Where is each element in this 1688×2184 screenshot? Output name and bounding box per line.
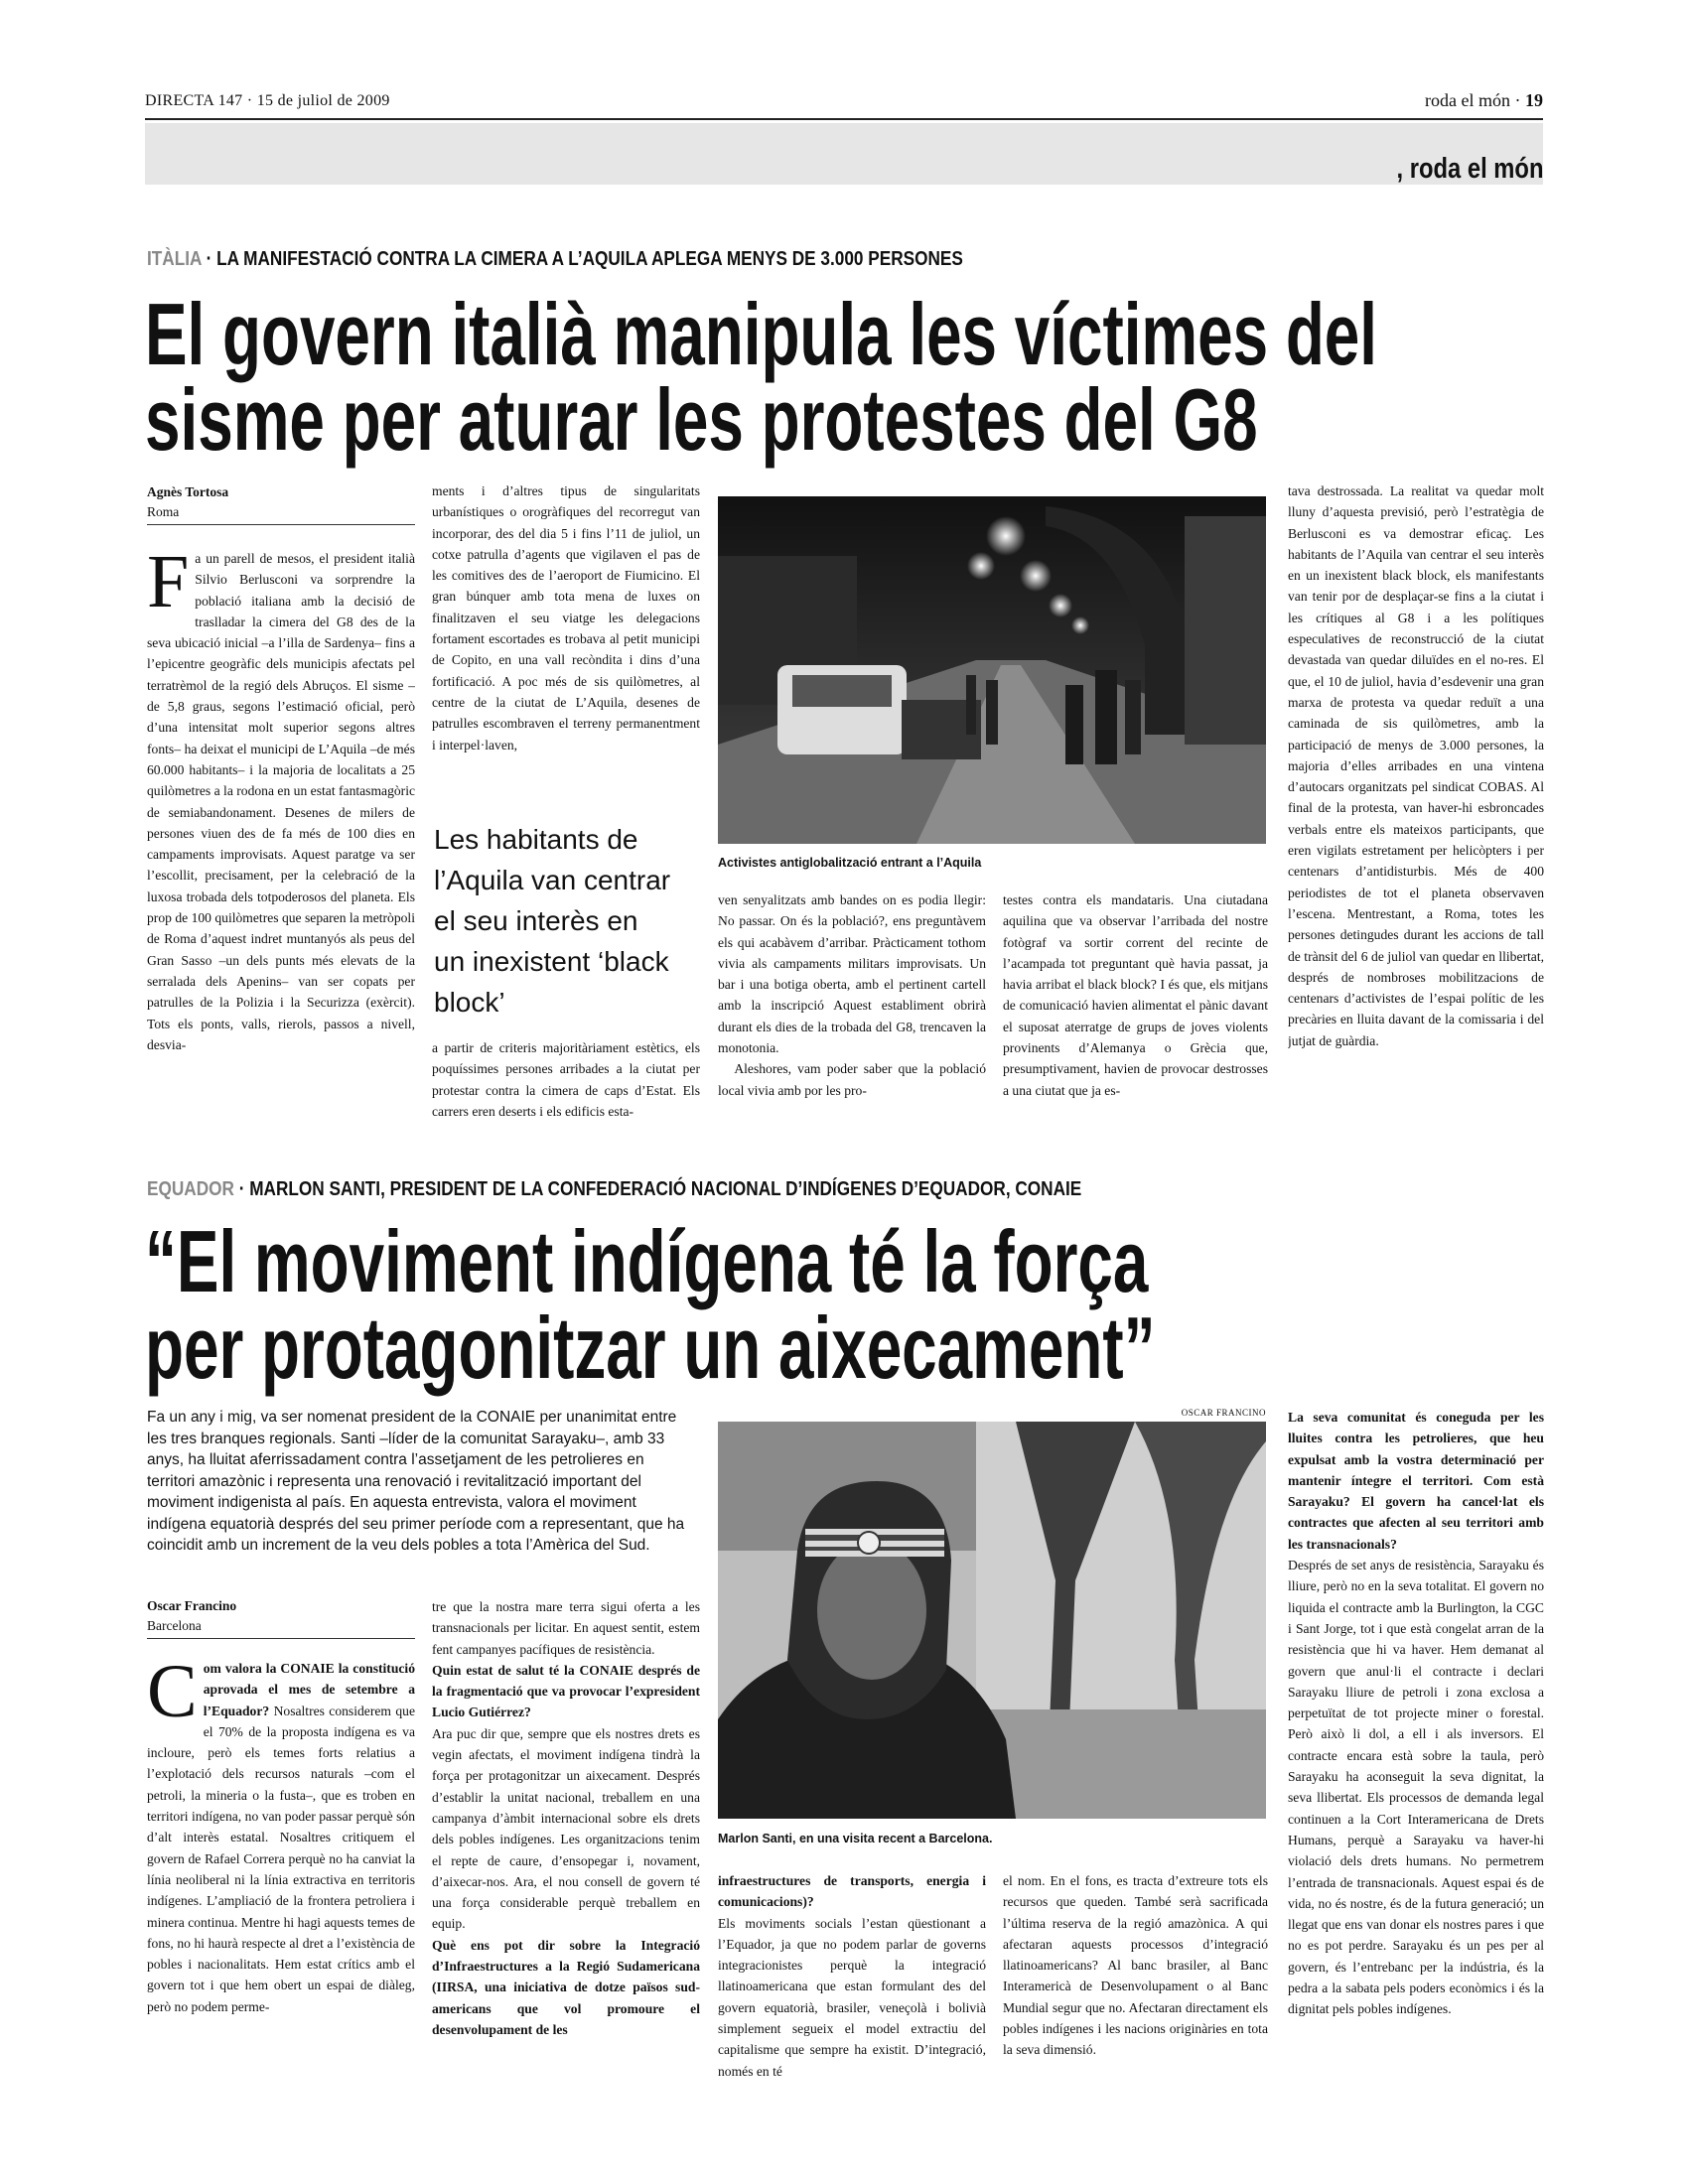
kicker-separator: · <box>201 248 217 270</box>
article2-column-3 <box>718 1870 986 2095</box>
question: Quin estat de salut té la CONAIE després de la fragmentació que va provocar l’expresident Lucio Gutiérrez? <box>432 1662 700 1720</box>
article2-column-2 <box>432 1596 700 2095</box>
page-number: 19 <box>1525 90 1543 110</box>
column-text: ments i d’altres tipus de singularitats urbanístiques o orogràfiques del recorregut van incorporar, des del dia 5 i fins l’11 de juliol, un cotxe patrulla d’agents que vigilaven el pas de les comitives des de l’aeroport de Fiumicino. El gran búnquer amb tota mena de luxes on finalitzaven el seu viatge les delegacions fortament escortades es trobava al petit municipi de Copito, en una vall recòndita i dins d’una fortificació. A poc més de sis quilòmetres, al centre de la ciutat de L’Aquila, desenes de patrulles escombraven el terreny permanentment i interpel·laven, <box>432 483 700 752</box>
question: Què ens pot dir sobre la Integració d’Infraestructures a la Regió Sudamericana (IIRSA, una iniciativa de dotze països sud-americans que vol promoure el desenvolupament de les <box>432 1937 700 2037</box>
question: om valora la CONAIE la constitució aprovada el mes de setembre a l’Equador? <box>203 1661 415 1718</box>
column-text: a un parell de mesos, el president italià Silvio Berlusconi va sorprendre la població italiana amb la decisió de traslladar la cimera del G8 des de la seva ubicació inicial –a l’illa de Sardenya– fins a l’epicentre geogràfic dels municipis afectats pel terratrèmol de la regió dels Abruços. El sisme –de 5,8 graus, segons l’estimació oficial, però d’una intensitat molt superior segons altres fonts– ha deixat el municipi de L’Aquila –de més 60.000 habitants– i la majoria de localitats a 25 quilòmetres a la rodona en un estat fantasmagòric de semiabandonament. Desenes de milers de persones viuen des de fa més de 100 dies en campaments improvisats. Aquest paratge va ser l’escollit, precisament, per la celebració de la luxosa trobada dels totpoderosos del planeta. Els prop de 100 quilòmetres que separen la metròpoli de Roma d’aquest indret muntanyós als peus del Gran Sasso –un dels punts més elevats de la serralada dels Apenins– van ser copats per patrulles de la Polizia i la Securizza (exèrcit). Tots els ponts, valls, rierols, passos a nivell, desvia- <box>147 551 415 1052</box>
author-name: Oscar Francino <box>147 1598 237 1613</box>
photo-caption: Marlon Santi, en una visita recent a Barcelona. <box>718 1832 993 1845</box>
portrait-image <box>718 1422 1266 1819</box>
article1-column-3 <box>718 889 986 1148</box>
paragraph: Després de set anys de resistència, Sarayaku és lliure, però no en la seva totalitat. El govern no liquida el contracte amb la Burlington, la CGC i Sant Jorge, tot i que està congelat arran de la resistència que hi va haver. Hem demanat al govern que anul·li el contracte i declari Sarayaku lliure de petroli i zona exclosa a perpetuïtat de tot projecte miner o forestal. Però això li dol, a ell i als inversors. El contracte encara està sobre la taula, però Sarayaku ha aconseguit la seva dignitat, la seva llibertat. Els processos de demanda legal continuen a la Cort Interamericana de Drets Humans, perquè a Sarayaku va haver-hi violació dels drets humans. No permetrem l’entrada de transnacionals. Aquest espai és de vida, no és nostre, és de la futura generació; un llegat que ens van donar els nostres pares i que no es pot perdre. Sarayaku és un pes per al govern, és l’entrebanc per la indústria, és la pedra a la sabata pels poders econòmics i és la dignitat pels pobles indígenes. <box>1288 1558 1544 2017</box>
author-name: Agnès Tortosa <box>147 484 229 499</box>
article1-column-1 <box>147 548 415 1144</box>
question: La seva comunitat és coneguda per les lluites contra les petrolieres, que heu expulsat amb la vostra determinació per mantenir íntegre el territori. Com està Sarayaku? El govern ha cancel·lat els contractes que afecten al seu territori amb les transnacionals? <box>1288 1410 1544 1552</box>
article2-byline <box>147 1596 415 1636</box>
dropcap: F <box>147 548 190 623</box>
paragraph: ven senyalitzats amb bandes on es podia llegir: No passar. On és la població?, ens preguntàvem els qui acabàvem d’arribar. Pràcticament tothom vivia als campaments militars improvisats. Un bar i una botiga oberta, amb el pertinent cartell amb la inscripció Aquest establiment obrirà durant els dies de la trobada del G8, trencaven la monotonia. <box>718 892 986 1056</box>
section-band <box>145 123 1543 185</box>
kicker-separator: · <box>233 1178 250 1200</box>
pull-quote: Les habitants de l’Aquila van centrar el seu interès en un inexistent ‘black block’ <box>434 824 671 1018</box>
article1-headline-line2: sisme per aturar les protestes del G8 <box>145 370 1258 469</box>
article1-column-4 <box>1003 889 1268 1148</box>
column-text: Nosaltres considerem que el 70% de la proposta indígena es va incloure, però els temes forts relatius a l’explotació dels recursos naturals –com el petroli, la mineria o la fusta–, que es troben en territori indígena, no van poder passar perquè són d’alt interès estatal. Nosaltres critiquem el govern de Rafael Correra perquè no ha canviat la línia neoliberal ni la línia extractiva en territoris indígenes. L’ampliació de la frontera petroliera i minera continua. Mentre hi hagi aquests temes de fons, no hi haurà respecte al dret a l’existència de pobles i nacionalitats. Hem estat crítics amb el govern tot i que hem obert un espai de diàleg, però no podem perme- <box>147 1703 415 2014</box>
byline-rule <box>147 524 415 525</box>
paragraph: tre que la nostra mare terra sigui oferta a les transnacionals per licitar. En aquest sentit, estem fent campanyes pacífiques de resistència. <box>432 1599 700 1657</box>
article2-headline-line1: “El moviment indígena té la força <box>145 1212 1149 1310</box>
photo-caption: Activistes antiglobalització entrant a l’Aquila <box>718 856 982 870</box>
dropcap: C <box>147 1658 198 1733</box>
column-text: tava destrossada. La realitat va quedar molt lluny d’aquesta previsió, però l’estratègia de Berlusconi es va demostrar eficaç. Les habitants de l’Aquila van centrar el seu interès en un inexistent black block, els manifestants van tenir por de desplaçar-se fins a la ciutat i les crítiques al G8 i a les polítiques especulatives de reconstrucció de la ciutat devastada van quedar diluïdes en el no-res. El que, el 10 de juliol, havia d’esdevenir una gran marxa de protesta va quedar reduït a una caminada de sis quilòmetres, amb la participació de menys de 3.000 persones, la majoria d’elles arribades en una vintena d’autocars organitzats pel sindicat COBAS. Al final de la protesta, van haver-hi esbroncades verbals entre els mateixos participants, que eren vigilats estretament per helicòpters i per centenars d’antidisturbis. Més de 400 periodistes de tot el planeta observaven l’escena. Mentrestant, a Roma, totes les persones detingudes durant les accions de tall de trànsit del 6 de juliol van quedar en llibertat, després de nombroses mobilitzacions de centenars d’activistes de l’espai polític de les precàries en lluita davant de la comissaria i del jutjat de guàrdia. <box>1288 483 1544 1048</box>
kicker-place: EQUADOR <box>147 1178 234 1200</box>
article1-kicker <box>147 248 963 271</box>
header-rule <box>145 118 1543 120</box>
paragraph: Aleshores, vam poder saber que la població local vivia amb por les pro- <box>718 1061 986 1098</box>
portrait-photo <box>718 1422 1266 1819</box>
paragraph: Els moviments socials l’estan qüestionant a l’Equador, ja que no podem parlar de governs integracionistes perquè la integració llatinoamericana que estan formulant des del govern equatorià, brasiler, veneçolà i bolivià simplement segueix el model extractiu del capitalisme que sempre ha existit. D’integració, només en té <box>718 1915 986 2079</box>
photo-credit: OSCAR FRANCINO <box>1181 1408 1266 1418</box>
running-header-left: DIRECTA 147 · 15 de juliol de 2009 <box>145 92 390 109</box>
column-text: el nom. En el fons, es tracta d’extreure tots els recursos que queden. També serà sacrificada l’última reserva de la regió amazònica. A qui afectaran aquests processos d’integració llatinoamericans? Al banc brasiler, al Banc Interamericà de Desenvolupament o al Banc Mundial segur que no. Afectaran directament els pobles indígenes i les nacions originàries en tota la seva dimensió. <box>1003 1873 1268 2058</box>
byline-rule <box>147 1638 415 1639</box>
article2-kicker <box>147 1178 1081 1201</box>
question: infraestructures de transports, energia i comunicacions)? <box>718 1873 986 1910</box>
column-text: a partir de criteris majoritàriament estètics, els poquíssimes persones arribades a la ciutat per protestar contra la cimera de caps d’Estat. Els carrers eren deserts i els edificis esta- <box>432 1040 700 1119</box>
standfirst: Fa un any i mig, va ser nomenat president de la CONAIE per unanimitat entre les tres branques regionals. Santi –líder de la comunitat Sarayaku–, amb 33 anys, ha lluitat aferrissadament contra l’assetjament de les petrolieres en territori amazònic i representa una renovació i revitalització important del moviment indigenista al país. En aquesta entrevista, valora el moviment indígena equatorià després del seu primer període com a representant, que ha coincidit amb un increment de la veu dels pobles a tota l’Amèrica del Sud. <box>147 1409 685 1554</box>
section-band-title: , roda el món <box>1396 153 1543 185</box>
author-location: Barcelona <box>147 1618 202 1633</box>
kicker-text: MARLON SANTI, PRESIDENT DE LA CONFEDERACIÓ NACIONAL D’INDÍGENES D’EQUADOR, CONAIE <box>249 1178 1082 1200</box>
kicker-text: LA MANIFESTACIÓ CONTRA LA CIMERA A L’AQUILA APLEGA MENYS DE 3.000 PERSONES <box>216 248 963 270</box>
kicker-place: ITÀLIA <box>147 248 202 270</box>
article2-column-5 <box>1288 1407 1544 2095</box>
author-location: Roma <box>147 504 180 519</box>
article2-headline-line2: per protagonitzar un aixecament” <box>145 1298 1156 1397</box>
article1-column-2b <box>432 1037 700 1147</box>
column-text: testes contra els mandataris. Una ciutadana aquilina que va observar l’arribada del nostre fotògraf va sortir corrent del recinte de l’acampada tot preguntant què havia passat, ja havia arribat el black block? I és que, els mitjans de comunicació havien alimentat el pànic davant el suposat aterratge de grups de joves violents provinents d’Alemanya o Grècia que, presumptivament, havien de provocar destrosses a una ciutat que ja es- <box>1003 892 1268 1098</box>
article1-byline <box>147 482 415 522</box>
article1-headline-line1: El govern italià manipula les víctimes del <box>145 285 1378 383</box>
article2-column-4 <box>1003 1870 1268 2095</box>
article2-column-1 <box>147 1658 415 2095</box>
paragraph: Ara puc dir que, sempre que els nostres drets es vegin afectats, el moviment indígena tindrà la força per protagonitzar un aixecament. Després d’establir la unitat nacional, treballem en una campanya d’àmbit internacional sobre els drets dels pobles indígenes. Les organitzacions tenim el repte de caure, d’ensopegar i, novament, d’aixecar-nos. Ara, el nou consell de govern té una força considerable perquè treballem en equip. <box>432 1725 700 1932</box>
article1-column-5 <box>1288 480 1544 1148</box>
street-night-image <box>718 496 1266 844</box>
protest-photo <box>718 496 1266 844</box>
running-header-right <box>1425 90 1543 111</box>
section-name: roda el món · <box>1425 90 1525 110</box>
article1-column-2a <box>432 480 700 798</box>
